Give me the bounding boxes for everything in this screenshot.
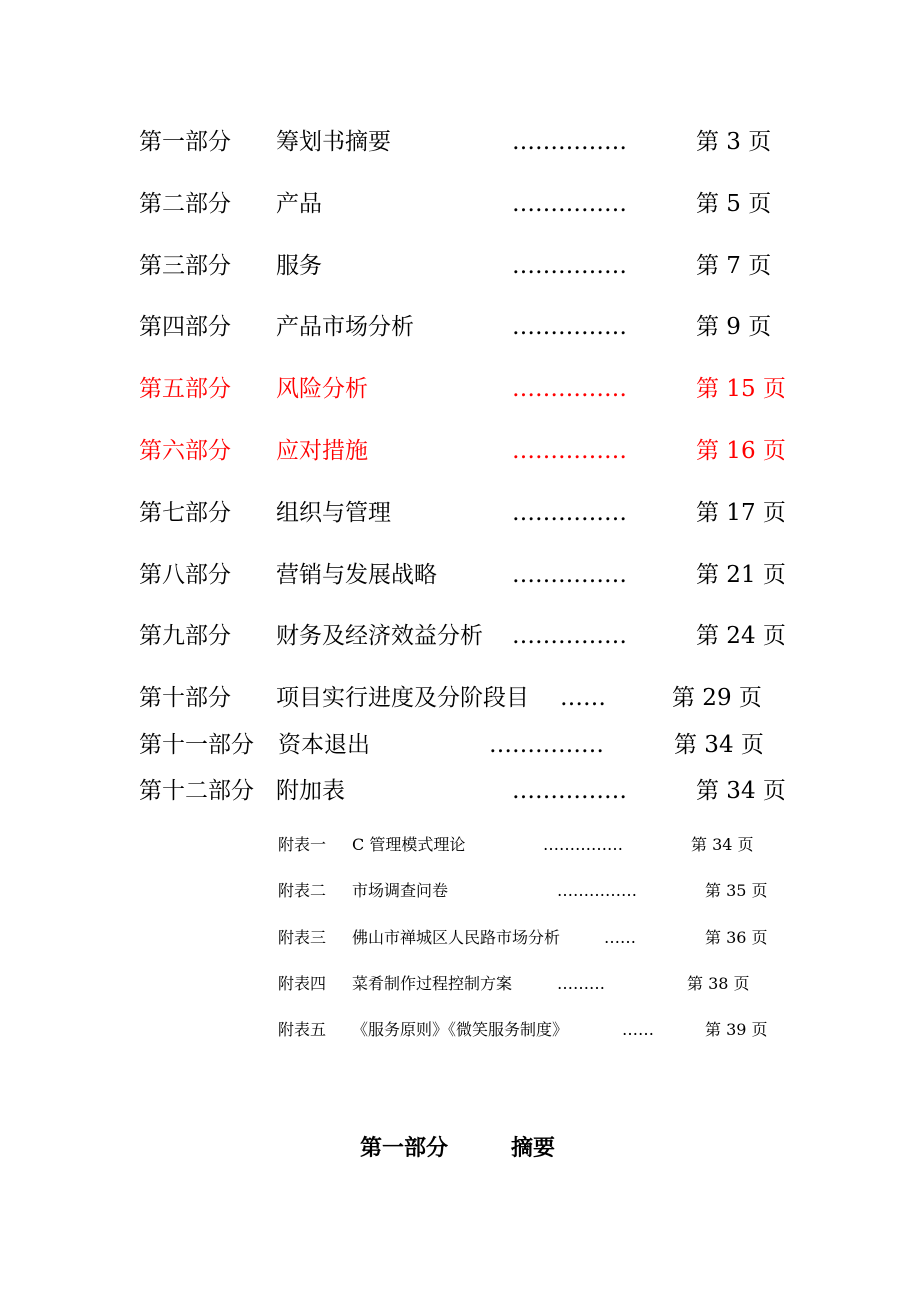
- toc-title: 服务: [276, 253, 322, 279]
- toc-title: 筹划书摘要: [276, 129, 391, 155]
- toc-row: [0, 186, 920, 222]
- toc-part: 第七部分: [139, 500, 231, 526]
- appendix-row: [0, 873, 920, 909]
- appendix-title: C 管理模式理论: [352, 835, 466, 854]
- toc-page: 第 21 页: [696, 562, 786, 588]
- toc-dots: ……………: [489, 732, 604, 758]
- appendix-label: 附表三: [278, 928, 327, 947]
- toc-part: 第三部分: [139, 253, 231, 279]
- toc-part: 第一部分: [139, 129, 231, 155]
- appendix-row: [0, 966, 920, 1002]
- appendix-label: 附表二: [278, 881, 327, 900]
- toc-row: [0, 309, 920, 345]
- toc-title: 项目实行进度及分阶段目: [276, 685, 529, 711]
- toc-dots: ……………: [512, 314, 627, 340]
- section-heading: [0, 1128, 920, 1168]
- toc-page: 第 17 页: [696, 500, 786, 526]
- appendix-page: 第 36 页: [705, 928, 768, 947]
- toc-dots: ……………: [512, 376, 627, 402]
- toc-part: 第十一部分: [139, 732, 254, 758]
- section-heading-part: 第一部分: [360, 1135, 449, 1161]
- toc-dots: ……………: [512, 778, 627, 804]
- toc-part: 第二部分: [139, 191, 231, 217]
- toc-dots: ……………: [512, 562, 627, 588]
- toc-page: 第 16 页: [696, 438, 786, 464]
- toc-row: [0, 124, 920, 160]
- toc-title: 财务及经济效益分析: [276, 623, 483, 649]
- appendix-dots: ……: [622, 1020, 654, 1039]
- toc-part: 第四部分: [139, 314, 231, 340]
- appendix-title: 《服务原则》《微笑服务制度》: [352, 1020, 569, 1039]
- toc-dots: ……………: [512, 438, 627, 464]
- toc-dots: ……: [560, 685, 606, 711]
- toc-title: 产品: [276, 191, 322, 217]
- toc-part: 第九部分: [139, 623, 231, 649]
- appendix-title: 佛山市禅城区人民路市场分析: [352, 928, 561, 947]
- appendix-row: [0, 1012, 920, 1048]
- toc-dots: ……………: [512, 253, 627, 279]
- appendix-row: [0, 920, 920, 956]
- toc-part: 第八部分: [139, 562, 231, 588]
- toc-page: 第 34 页: [696, 778, 786, 804]
- toc-page: 第 7 页: [696, 253, 772, 279]
- toc-row: [0, 495, 920, 531]
- toc-row: [0, 618, 920, 654]
- appendix-dots: ……………: [557, 881, 637, 900]
- toc-title: 产品市场分析: [276, 314, 414, 340]
- appendix-dots: ……: [604, 928, 636, 947]
- appendix-dots: ………: [557, 974, 605, 993]
- section-heading-title: 摘要: [511, 1135, 556, 1161]
- toc-dots: ……………: [512, 191, 627, 217]
- toc-row-highlighted: [0, 433, 920, 469]
- toc-part: 第六部分: [139, 438, 231, 464]
- appendix-page: 第 39 页: [705, 1020, 768, 1039]
- toc-page: 第 9 页: [696, 314, 772, 340]
- appendix-label: 附表四: [278, 974, 327, 993]
- appendix-label: 附表一: [278, 835, 327, 854]
- appendix-title: 菜肴制作过程控制方案: [352, 974, 513, 993]
- appendix-row: [0, 827, 920, 863]
- toc-title: 营销与发展战略: [276, 562, 437, 588]
- toc-row: [0, 727, 920, 763]
- toc-row: [0, 773, 920, 809]
- toc-page: 第 29 页: [672, 685, 762, 711]
- toc-dots: ……………: [512, 623, 627, 649]
- toc-row: [0, 680, 920, 716]
- toc-page: 第 34 页: [674, 732, 764, 758]
- toc-page: 第 5 页: [696, 191, 772, 217]
- appendix-title: 市场调查问卷: [352, 881, 449, 900]
- toc-page: 第 15 页: [696, 376, 786, 402]
- toc-title: 应对措施: [276, 438, 368, 464]
- toc-dots: ……………: [512, 500, 627, 526]
- toc-title: 资本退出: [278, 732, 370, 758]
- toc-part: 第十部分: [139, 685, 231, 711]
- toc-row: [0, 557, 920, 593]
- toc-title: 组织与管理: [276, 500, 391, 526]
- toc-page: 第 24 页: [696, 623, 786, 649]
- appendix-dots: ……………: [543, 835, 623, 854]
- appendix-page: 第 34 页: [691, 835, 754, 854]
- toc-title: 风险分析: [276, 376, 368, 402]
- appendix-page: 第 38 页: [687, 974, 750, 993]
- appendix-label: 附表五: [278, 1020, 327, 1039]
- toc-part: 第五部分: [139, 376, 231, 402]
- toc-row: [0, 248, 920, 284]
- toc-part: 第十二部分: [139, 778, 254, 804]
- toc-row-highlighted: [0, 371, 920, 407]
- toc-dots: ……………: [512, 129, 627, 155]
- toc-page: 第 3 页: [696, 129, 772, 155]
- appendix-page: 第 35 页: [705, 881, 768, 900]
- toc-title: 附加表: [276, 778, 345, 804]
